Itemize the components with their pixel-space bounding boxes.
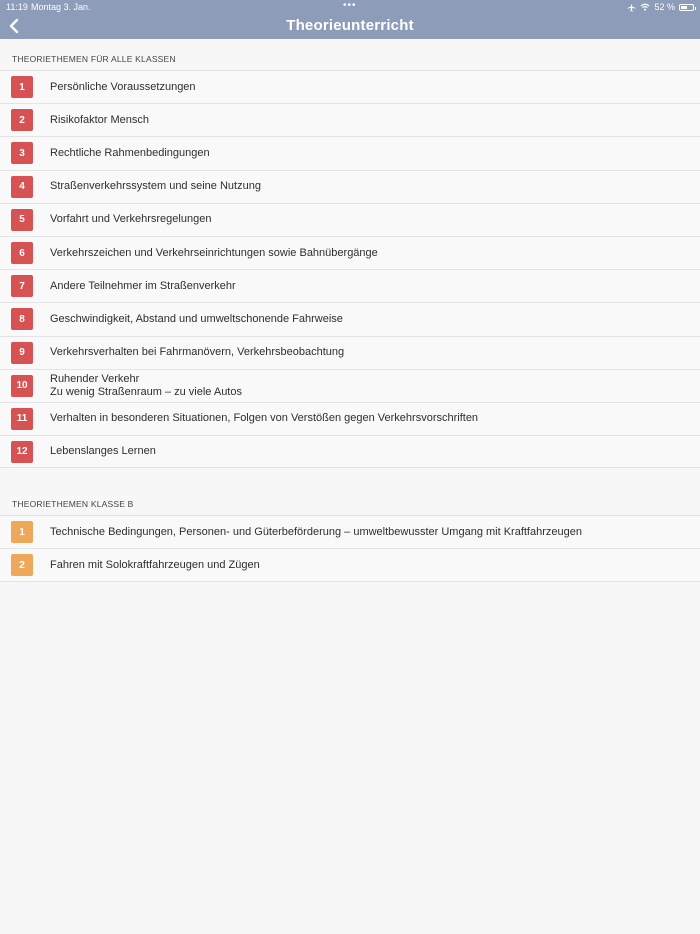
status-date: Montag 3. Jan. [31,2,91,12]
list-item[interactable] [0,103,700,136]
status-time: 11:19 [6,2,28,12]
topic-label: Straßenverkehrssystem und seine Nutzung [50,180,261,193]
topic-label: Geschwindigkeit, Abstand und umweltschonende Fahrweise [50,312,343,325]
topic-number-badge: 1 [11,521,33,543]
topic-number-badge: 2 [11,554,33,576]
page-title: Theorieunterricht [286,17,414,34]
topic-list [0,39,700,582]
topic-label: Andere Teilnehmer im Straßenverkehr [50,279,236,292]
list-item[interactable] [0,336,700,369]
list-item[interactable] [0,236,700,269]
topic-number-badge: 12 [11,441,33,463]
section-list [0,515,700,581]
topic-number-badge: 3 [11,142,33,164]
topic-label: Vorfahrt und Verkehrsregelungen [50,213,212,226]
list-item[interactable] [0,203,700,236]
status-indicators [627,2,694,12]
topic-label: Risikofaktor Mensch [50,113,150,126]
topic-number-badge: 6 [11,242,33,264]
topic-label: Verkehrszeichen und Verkehrseinrichtungen sowie Bahnübergänge [50,246,378,259]
list-item[interactable] [0,170,700,203]
list-item[interactable] [0,70,700,103]
topic-number-badge: 10 [11,375,33,397]
multitasking-dots-icon[interactable]: ••• [343,0,357,11]
battery-percent: 52 % [654,2,675,12]
topic-label: Verhalten in besonderen Situationen, Folgen von Verstößen gegen Verkehrsvorschriften [50,412,479,425]
topic-label: Verkehrsverhalten bei Fahrmanövern, Verkehrsbeobachtung [50,346,345,359]
topic-number-badge: 4 [11,176,33,198]
topic-number-badge: 2 [11,109,33,131]
section-list [0,70,700,468]
topic-label: Ruhender Verkehr Zu wenig Straßenraum – zu viele Autos [50,372,242,398]
battery-level [681,6,687,9]
section-header: THEORIETHEMEN FÜR ALLE KLASSEN [12,54,176,64]
topic-label: Persönliche Voraussetzungen [50,80,196,93]
list-item[interactable] [0,435,700,468]
topic-label: Technische Bedingungen, Personen- und Güterbeförderung – umweltbewusster Umgang mit Kraftfahrzeugen [50,525,582,538]
topic-number-badge: 7 [11,275,33,297]
list-item[interactable] [0,269,700,302]
list-item[interactable] [0,515,700,548]
list-item[interactable] [0,548,700,581]
topic-label: Rechtliche Rahmenbedingungen [50,146,210,159]
battery-icon [679,4,694,11]
section-gap [0,468,700,484]
airplane-icon [627,3,636,12]
topic-number-badge: 9 [11,342,33,364]
list-item[interactable] [0,369,700,402]
topic-label: Lebenslanges Lernen [50,445,156,458]
topic-number-badge: 8 [11,308,33,330]
topic-number-badge: 11 [11,408,33,430]
list-item[interactable] [0,402,700,435]
section-header: THEORIETHEMEN KLASSE B [12,499,134,510]
wifi-icon [640,3,650,11]
list-item[interactable] [0,136,700,169]
topic-number-badge: 5 [11,209,33,231]
topic-label: Fahren mit Solokraftfahrzeugen und Zügen [50,558,260,571]
navigation-bar [0,0,700,39]
list-item[interactable] [0,302,700,335]
topic-number-badge: 1 [11,76,33,98]
